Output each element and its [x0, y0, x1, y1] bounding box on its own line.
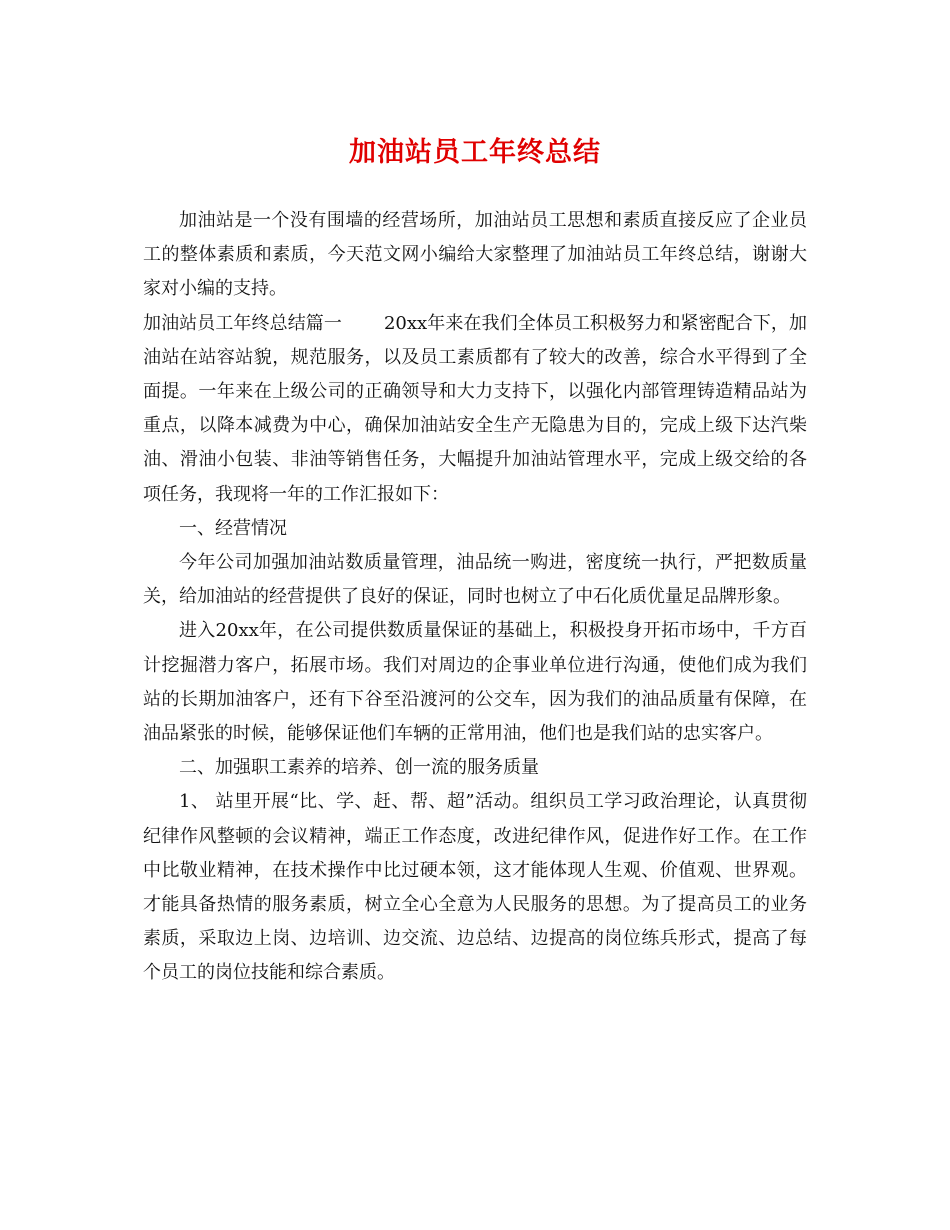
document-title: 加油站员工年终总结 [349, 137, 601, 168]
part-one-paragraph [143, 307, 807, 512]
section-two-heading: 二、加强职工素养的培养、创一流的服务质量 [179, 757, 539, 779]
section-one-heading: 一、经营情况 [179, 517, 287, 539]
part-one-heading: 加油站员工年终总结篇一 [143, 312, 342, 334]
part-one-body: 20xx年来在我们全体员工积极努力和紧密配合下，加油站在站容站貌，规范服务，以及员工素质都有了较大的改善，综合水平得到了全面提。一年来在上级公司的正确领导和大力支持下，以强化内部管理铸造精品站为重点，以降本减费为中心，确保加油站安全生产无隐患为目的，完成上级下达汽柴油、滑油小包装、非油等销售任务，大幅提升加油站管理水平，完成上级交给的各项任务，我现将一年的工作汇报如下： [143, 312, 807, 505]
document-body [143, 204, 807, 991]
section-one-paragraph-2: 进入20xx年，在公司提供数质量保证的基础上，积极投身开拓市场中，千方百计挖掘潜力客户，拓展市场。我们对周边的企事业单位进行沟通，使他们成为我们站的长期加油客户，还有下谷至沿渡河的公交车，因为我们的油品质量有保障，在油品紧张的时候，能够保证他们车辆的正常用油，他们也是我们站的忠实客户。 [143, 620, 807, 745]
intro-paragraph: 加油站是一个没有围墙的经营场所，加油站员工思想和素质直接反应了企业员工的整体素质和素质，今天范文网小编给大家整理了加油站员工年终总结，谢谢大家对小编的支持。 [143, 210, 807, 300]
section-two-paragraph-1: 1、 站里开展“比、学、赶、帮、超”活动。组织员工学习政治理论，认真贯彻纪律作风整顿的会议精神，端正工作态度，改进纪律作风，促进作好工作。在工作中比敬业精神，在技术操作中比过硬本领，这才能体现人生观、价值观、世界观。才能具备热情的服务素质，树立全心全意为人民服务的思想。为了提高员工的业务素质，采取边上岗、边培训、边交流、边总结、边提高的岗位练兵形式，提高了每个员工的岗位技能和综合素质。 [143, 791, 807, 984]
section-one-paragraph-1: 今年公司加强加油站数质量管理，油品统一购进，密度统一执行，严把数质量关，给加油站的经营提供了良好的保证，同时也树立了中石化质优量足品牌形象。 [143, 552, 807, 608]
